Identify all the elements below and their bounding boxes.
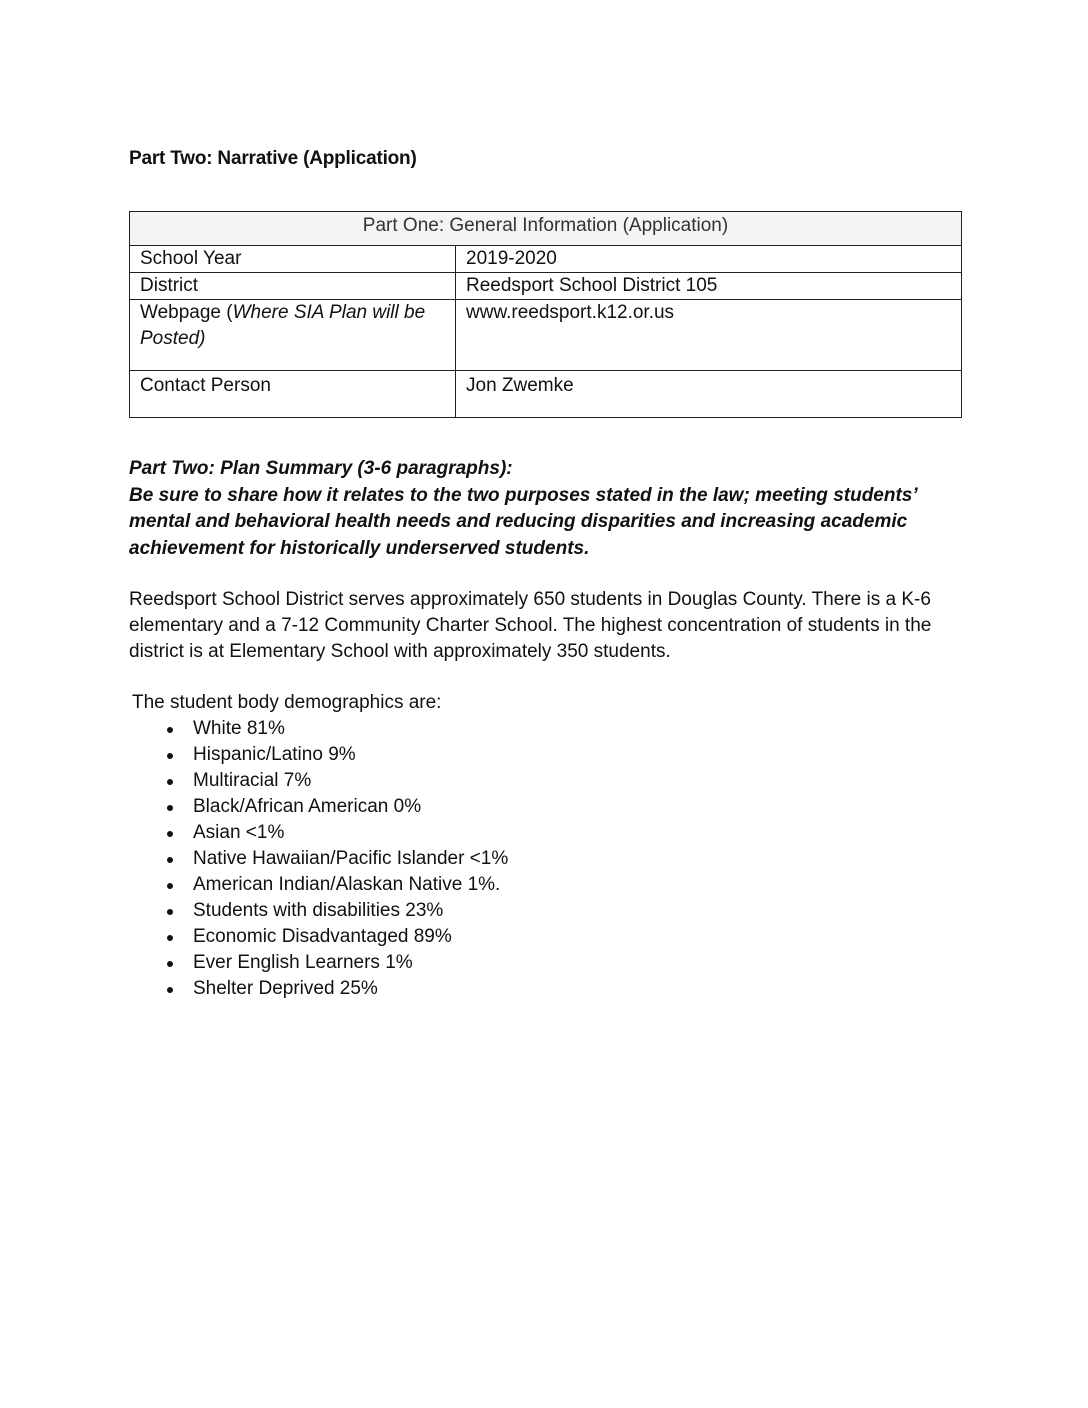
bullet-icon [167, 935, 173, 941]
demographic-text: Students with disabilities 23% [193, 900, 444, 921]
table-row-webpage [130, 300, 962, 371]
webpage-label-note: Where SIA Plan will be Posted) [140, 302, 426, 349]
plan-summary-heading-block [129, 456, 949, 562]
district-overview-paragraph: Reedsport School District serves approximately 650 students in Douglas County. There is a K-6 elementary and a 7-12 Community Charter School. The highest concentration of students in the district is at Elementary School with approximately 350 students. [129, 589, 932, 662]
demographic-text: Hispanic/Latino 9% [193, 744, 356, 765]
bullet-icon [167, 883, 173, 889]
school-year-label: School Year [130, 246, 456, 273]
page-title: Part Two: Narrative (Application) [129, 148, 417, 169]
bullet-icon [167, 961, 173, 967]
list-item [132, 950, 508, 976]
plan-summary-instruction: Be sure to share how it relates to the two purposes stated in the law; meeting students’ mental and behavioral health needs and reducing disparities and increasing academic achievement for historically underserved students. [129, 484, 917, 559]
demographic-text: American Indian/Alaskan Native 1%. [193, 874, 501, 895]
table-caption-row [130, 212, 962, 246]
list-item [132, 742, 508, 768]
bullet-icon [167, 857, 173, 863]
district-label: District [130, 273, 456, 300]
demographic-text: White 81% [193, 718, 285, 739]
bullet-icon [167, 909, 173, 915]
list-item [132, 716, 508, 742]
webpage-label-prefix: Webpage ( [140, 302, 233, 323]
webpage-value: www.reedsport.k12.or.us [456, 300, 962, 371]
list-item [132, 768, 508, 794]
list-item [132, 976, 508, 1002]
school-year-value: 2019-2020 [456, 246, 962, 273]
list-item [132, 846, 508, 872]
demographic-text: Ever English Learners 1% [193, 952, 413, 973]
bullet-icon [167, 805, 173, 811]
district-value: Reedsport School District 105 [456, 273, 962, 300]
list-item [132, 794, 508, 820]
demographic-text: Economic Disadvantaged 89% [193, 926, 452, 947]
demographic-text: Black/African American 0% [193, 796, 422, 817]
list-item [132, 820, 508, 846]
general-info-table [129, 211, 962, 418]
plan-summary-heading: Part Two: Plan Summary (3-6 paragraphs): [129, 458, 513, 479]
bullet-icon [167, 831, 173, 837]
webpage-label [130, 300, 456, 371]
demographic-text: Multiracial 7% [193, 770, 312, 791]
list-item [132, 872, 508, 898]
list-item [132, 924, 508, 950]
demographics-intro: The student body demographics are: [132, 692, 442, 713]
list-item [132, 898, 508, 924]
demographics-list [132, 716, 508, 1002]
table-row-district [130, 273, 962, 300]
demographic-text: Shelter Deprived 25% [193, 978, 378, 999]
bullet-icon [167, 779, 173, 785]
demographic-text: Asian <1% [193, 822, 285, 843]
contact-label: Contact Person [130, 371, 456, 418]
bullet-icon [167, 987, 173, 993]
table-row-school-year [130, 246, 962, 273]
table-caption: Part One: General Information (Application) [130, 212, 962, 246]
contact-value: Jon Zwemke [456, 371, 962, 418]
demographic-text: Native Hawaiian/Pacific Islander <1% [193, 848, 509, 869]
bullet-icon [167, 727, 173, 733]
table-row-contact [130, 371, 962, 418]
bullet-icon [167, 753, 173, 759]
